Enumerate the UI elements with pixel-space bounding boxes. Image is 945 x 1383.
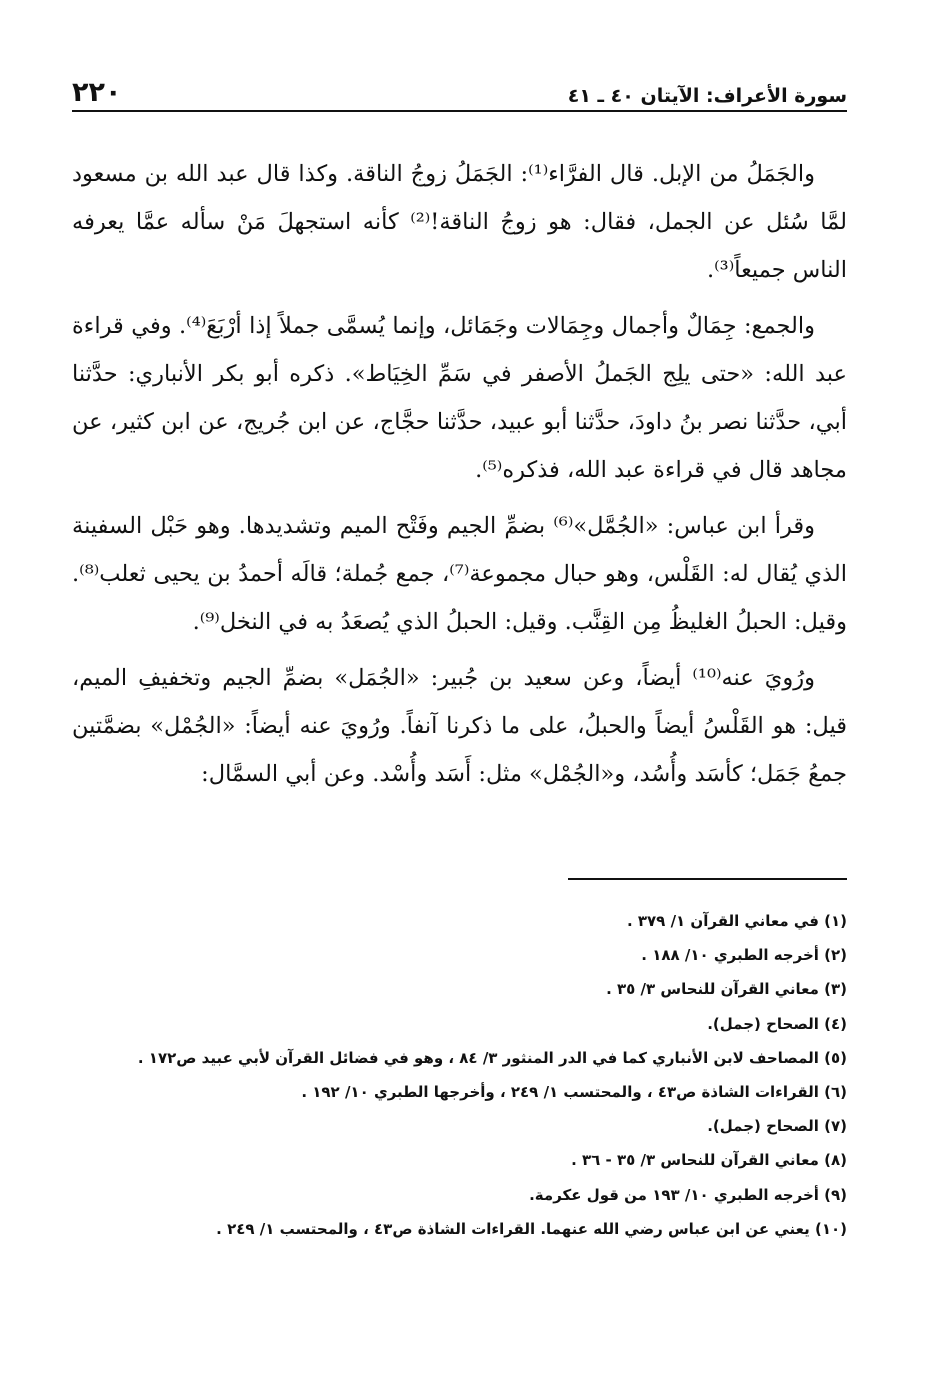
running-title: سورة الأعراف: الآيتان ٤٠ ـ ٤١ bbox=[567, 85, 847, 107]
footnote-separator bbox=[568, 878, 847, 880]
footnote: (٩) أخرجه الطبري ١٠/ ١٩٣ من قول عكرمة. bbox=[529, 1185, 847, 1204]
paragraph: والجمع: جِمَالٌ وأجمال وجِمَالات وجَمَائل، وإنما يُسمَّى جملاً إذا أرْبَعَ⁽⁴⁾. وفي قراءة عبد الله: «حتى يلِج الجَملُ الأصفر في سَمِّ الخِيَاط». ذكره أبو بكر الأنباري: حدَّثنا أبي، حدَّثنا نصر بنُ داودَ، حدَّثنا أبو عبيد، حدَّثنا حجَّاج، عن ابن جُريج، عن ابن كثير، عن مجاهد قال في قراءة عبد الله، فذكره⁽⁵⁾. bbox=[72, 313, 847, 483]
footnote: (٦) القراءات الشاذة ص٤٣ ، والمحتسب ١/ ٢٤٩ ، وأخرجها الطبري ١٠/ ١٩٢ . bbox=[301, 1083, 847, 1102]
footnote: (٧) الصحاح (جمل). bbox=[707, 1117, 847, 1136]
paragraph: والجَمَلُ من الإبل. قال الفرَّاء⁽¹⁾: الجَمَلُ زوجُ الناقة. وكذا قال عبد الله بن مسعود لمَّا سُئل عن الجمل، فقال: هو زوجُ الناقة!⁽²⁾ كأنه استجهلَ مَنْ سأله عمَّا يعرفه الناس جميعاً⁽³⁾. bbox=[72, 161, 848, 283]
footnotes-list bbox=[72, 904, 847, 1246]
main-text bbox=[72, 150, 847, 806]
paragraph: ورُويَ عنه⁽¹⁰⁾ أيضاً، وعن سعيد بن جُبير: «الجُمَل» بضمِّ الجيم وتخفيفِ الميم، قيل: هو القَلْسُ أيضاً والحبلُ، على ما ذكرنا آنفاً. ورُويَ عنه أيضاً: «الجُمْل» بضمَّتين جمعُ جَمَل؛ كأسَد وأُسُد، و«الجُمْل» مثل: أَسَد وأُسْد. وعن أبي السمَّال: bbox=[72, 665, 847, 787]
footnote: (٢) أخرجه الطبري ١٠/ ١٨٨ . bbox=[641, 946, 847, 965]
footnote: (٣) معاني القرآن للنحاس ٣/ ٣٥ . bbox=[606, 980, 847, 999]
footnote: (١) في معاني القرآن ١/ ٣٧٩ . bbox=[626, 912, 847, 930]
footnote: (٥) المصاحف لابن الأنباري كما في الدر المنثور ٣/ ٨٤ ، وهو في فضائل القرآن لأبي عبيد ص١٧٢ . bbox=[137, 1048, 847, 1067]
paragraph: وقرأ ابن عباس: «الجُمَّل»⁽⁶⁾ بضمِّ الجيم وفَتْح الميم وتشديدها. وهو حَبْل السفينة الذي يُقال له: القَلْس، وهو حبال مجموعة⁽⁷⁾، جمع جُملة؛ قالَه أحمدُ بن يحيى ثعلب⁽⁸⁾. وقيل: الحبلُ الغليظُ مِن القِنَّب. وقيل: الحبلُ الذي يُصعَدُ به في النخل⁽⁹⁾. bbox=[72, 513, 847, 635]
footnote: (٨) معاني القرآن للنحاس ٣/ ٣٥ - ٣٦ . bbox=[571, 1151, 847, 1170]
footnote: (٤) الصحاح (جمل). bbox=[707, 1014, 847, 1033]
footnote: (١٠) يعني عن ابن عباس رضي الله عنهما. القراءات الشاذة ص٤٣ ، والمحتسب ١/ ٢٤٩ . bbox=[216, 1219, 847, 1238]
page-header bbox=[72, 66, 847, 112]
page-number: ٢٢٠ bbox=[72, 77, 122, 108]
